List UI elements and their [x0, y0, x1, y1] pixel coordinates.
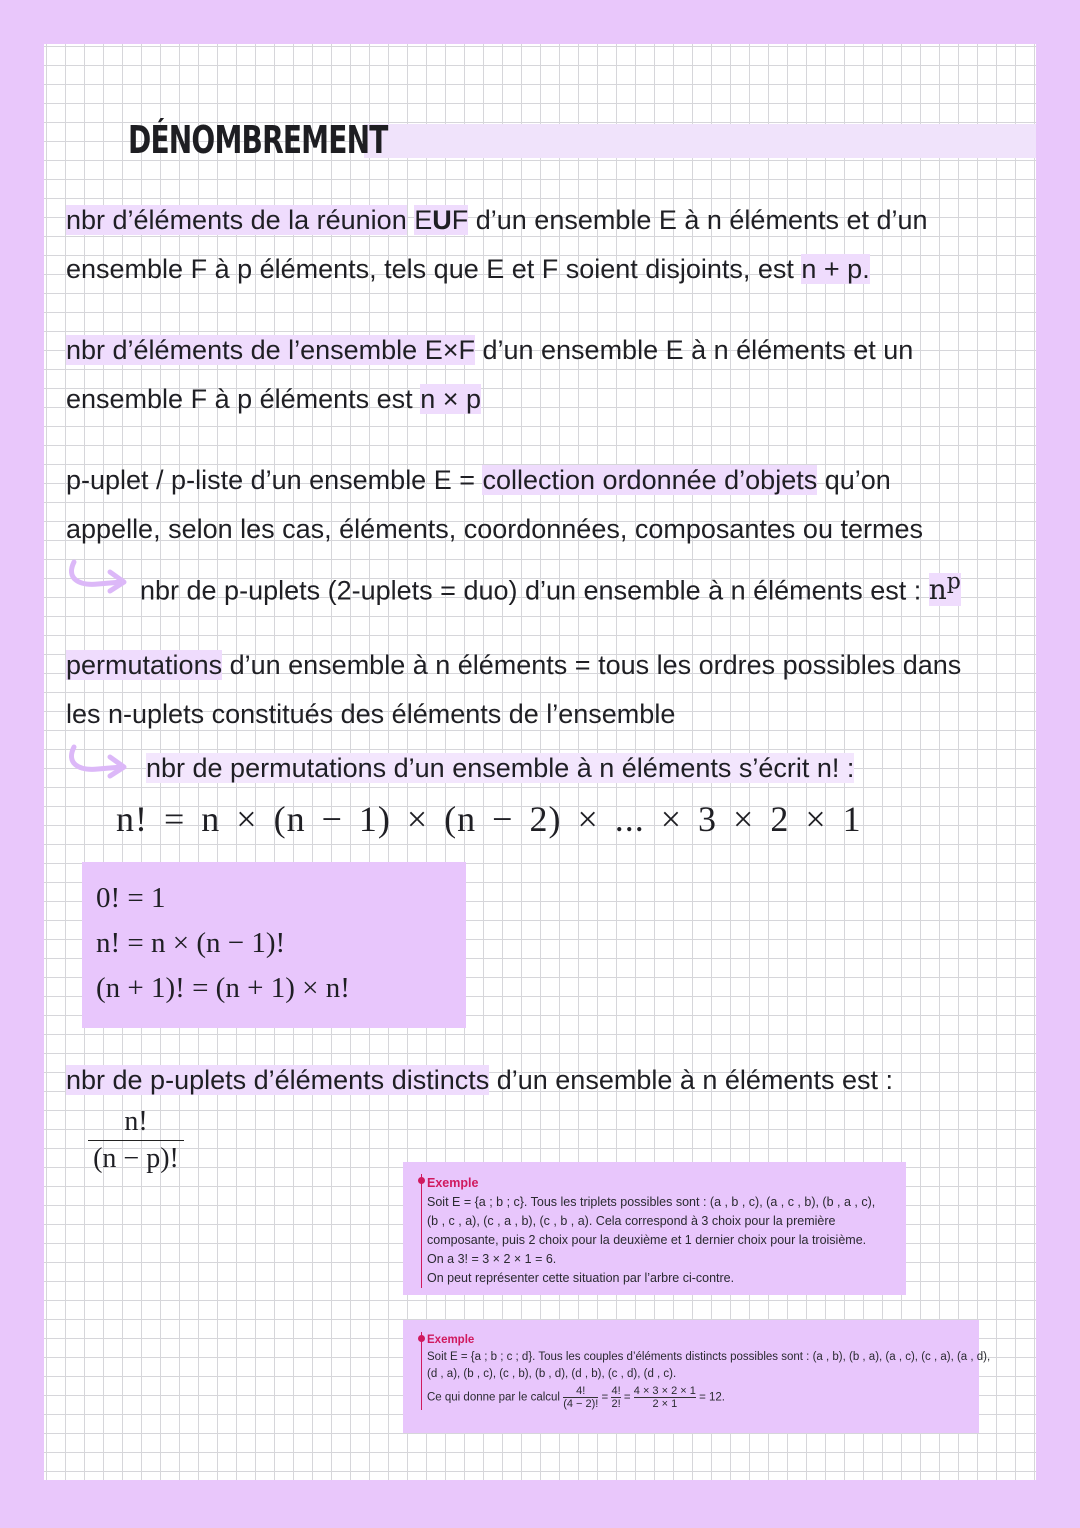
p3-line2 — [66, 509, 923, 549]
example-2-line: (d , a), (b , c), (c , b), (b , d), (d , b), (c , d), (d , c). — [427, 1368, 677, 1380]
bullet-dot-icon — [418, 1177, 425, 1184]
example-2-calc — [427, 1385, 969, 1410]
calc-fraction-1-num: 4! — [576, 1385, 586, 1397]
p3-line1 — [66, 460, 891, 500]
p1-line1 — [66, 200, 928, 240]
p1-line2 — [66, 249, 870, 289]
fraction-numerator: n! — [124, 1106, 148, 1137]
calc-fraction-2-num: 4! — [611, 1385, 621, 1397]
example-box-2 — [403, 1320, 991, 1433]
fraction-denominator: (n − p)! — [93, 1143, 179, 1174]
p2-result: n × p — [420, 384, 482, 414]
union-symbol: U — [432, 205, 452, 235]
calc-fraction-3-den: 2 × 1 — [634, 1397, 696, 1410]
p4-line3 — [146, 748, 854, 788]
p1-highlight-a: nbr d’éléments de la réunion — [66, 205, 407, 235]
equals-sign: = — [623, 1391, 631, 1404]
p2-line2 — [66, 379, 481, 419]
p5-text-b: d’un ensemble à n éléments est : — [489, 1065, 893, 1095]
p1-rest: d’un ensemble E à n éléments et d’un — [468, 205, 928, 235]
example-2-calc-label: Ce qui donne par le calcul — [427, 1391, 560, 1404]
n-power-p — [928, 570, 961, 607]
p5-line1 — [66, 1060, 893, 1100]
factorial-rules-box — [82, 862, 466, 1028]
p4-text-b: d’un ensemble à n éléments = tous les ordres possibles dans — [222, 650, 962, 680]
p1-set-e: E — [414, 205, 433, 235]
calc-result: = 12. — [699, 1391, 725, 1404]
p2-highlight: nbr d’éléments de l’ensemble E×F — [66, 335, 475, 365]
p3-text-e: nbr de p-uplets — [140, 575, 321, 606]
p2-line1 — [66, 330, 913, 370]
p4-line1 — [66, 645, 961, 685]
curved-arrow-icon — [64, 556, 128, 596]
p1-set-f: F — [451, 205, 469, 235]
calc-fraction-2 — [611, 1385, 620, 1410]
example-1-line: Soit E = {a ; b ; c}. Tous les triplets possibles sont : (a , b , c), (a , c , b), (b , a , c), — [427, 1195, 876, 1209]
p3-text-f: (2-uplets = duo) d’un ensemble à n éléments est : — [320, 575, 929, 606]
p3-line3 — [140, 563, 961, 610]
example-2-tag: Exemple — [427, 1334, 475, 1346]
page-title: DÉNOMBREMENT — [128, 118, 388, 162]
calc-fraction-1 — [563, 1385, 598, 1410]
p4-line2 — [66, 694, 675, 734]
p5-highlight: nbr de p-uplets d’éléments distincts — [66, 1065, 490, 1095]
example-1-line: (b , c , a), (c , a , b), (c , b , a). Cela correspond à 3 choix pour la première — [427, 1214, 836, 1228]
p3-text-c: qu’on — [817, 465, 891, 495]
arrangement-fraction — [88, 1106, 184, 1175]
factorial-formula: n! = n × (n − 1) × (n − 2) × ... × 3 × 2 × 1 — [116, 799, 862, 839]
curved-arrow-icon-2 — [64, 741, 128, 781]
power-exponent: p — [946, 570, 961, 595]
calc-fraction-3 — [634, 1385, 696, 1410]
grid-paper — [44, 44, 1036, 1480]
rule-zero-factorial: 0! = 1 — [96, 882, 166, 914]
example-1-tag: Exemple — [427, 1176, 479, 1190]
p1-text: ensemble F à p éléments, tels que E et F soient disjoints, est — [66, 254, 794, 284]
p2-text: ensemble F à p éléments est — [66, 384, 413, 414]
calc-fraction-1-den: (4 − 2)! — [563, 1398, 599, 1410]
power-base: n — [928, 573, 947, 607]
calc-fraction-2-den: 2! — [611, 1398, 621, 1410]
fraction-bar — [88, 1140, 184, 1141]
bullet-dot-icon — [418, 1335, 425, 1342]
p3-text-d: appelle, selon les cas, éléments, coordonnées, composantes ou termes — [66, 514, 923, 544]
p4-text-c: les n-uplets constitués des éléments de l’ensemble — [66, 699, 676, 729]
p2-rest: d’un ensemble E à n éléments et un — [474, 335, 914, 365]
equals-sign: = — [601, 1391, 609, 1404]
rule-recursive: n! = n × (n − 1)! — [96, 927, 286, 959]
example-box-1 — [403, 1162, 906, 1295]
p4-text-d: nbr de permutations d’un ensemble à n éléments s’écrit n! : — [146, 753, 855, 783]
calc-fraction-3-num: 4 × 3 × 2 × 1 — [633, 1385, 696, 1397]
example-1-content — [421, 1174, 896, 1288]
p3-highlight: collection ordonnée d’objets — [482, 465, 818, 495]
p1-result: n + p. — [801, 254, 870, 284]
rule-next: (n + 1)! = (n + 1) × n! — [96, 972, 350, 1004]
p4-highlight: permutations — [66, 650, 223, 680]
example-1-line: On a 3! = 3 × 2 × 1 = 6. — [427, 1252, 557, 1266]
example-1-line: composante, puis 2 choix pour la deuxième et 1 dernier choix pour la troisième. — [427, 1233, 867, 1247]
example-1-line: On peut représenter cette situation par l’arbre ci-contre. — [427, 1271, 735, 1285]
p3-text-a: p-uplet / p-liste d’un ensemble E = — [66, 465, 483, 495]
example-2-content — [421, 1332, 991, 1410]
example-2-line: Soit E = {a ; b ; c ; d}. Tous les couples d’éléments distincts possibles sont : (a , b), (b , a), (a , c), (c , a), (a , d), — [427, 1351, 991, 1363]
title-highlight-band — [364, 124, 1036, 158]
